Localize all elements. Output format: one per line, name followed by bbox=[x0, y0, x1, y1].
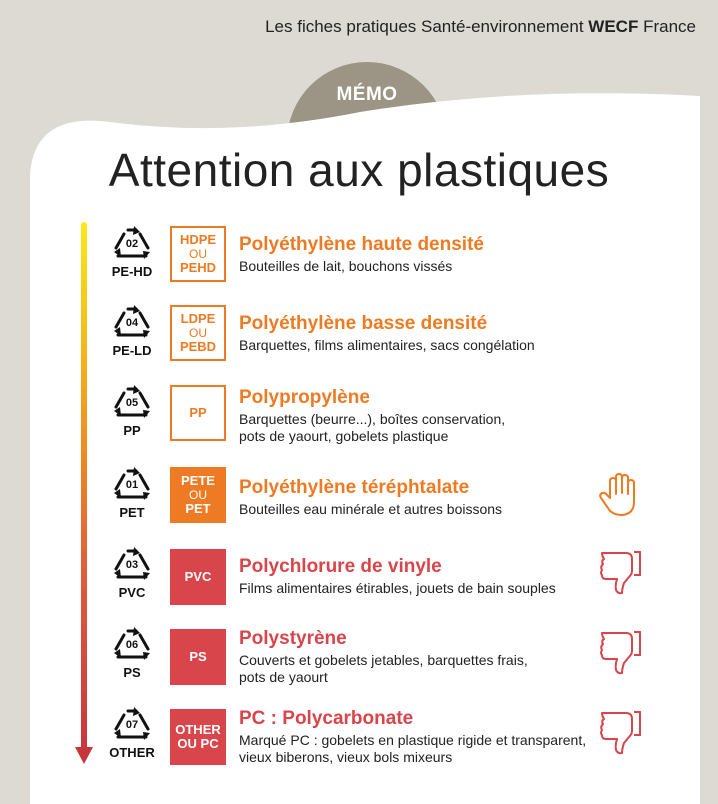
badge-top: PP bbox=[189, 405, 207, 420]
plastic-name: Polychlorure de vinyle bbox=[239, 556, 442, 577]
header-brand: WECF bbox=[588, 17, 639, 36]
badge-ou: OU bbox=[189, 247, 207, 261]
recycle-number: 01 bbox=[125, 479, 139, 491]
plastic-description: Barquettes (beurre...), boîtes conservation, bbox=[239, 411, 506, 427]
plastic-name: PC : Polycarbonate bbox=[239, 708, 414, 729]
plastic-name: Polypropylène bbox=[239, 387, 370, 408]
badge-top: PS bbox=[189, 649, 207, 664]
recycle-number: 05 bbox=[125, 397, 139, 409]
recycle-number: 07 bbox=[125, 719, 139, 731]
plastic-description: Barquettes, films alimentaires, sacs congélation bbox=[239, 337, 535, 353]
plastic-badge bbox=[170, 305, 226, 361]
plastic-name: Polyéthylène téréphtalate bbox=[239, 477, 470, 498]
recycle-symbol bbox=[102, 385, 162, 438]
header-suffix: France bbox=[643, 17, 696, 36]
plastic-description: Bouteilles de lait, bouchons vissés bbox=[239, 258, 453, 274]
recycle-code: PVC bbox=[118, 585, 146, 600]
recycle-symbol bbox=[102, 305, 162, 358]
recycle-code: PP bbox=[123, 423, 141, 438]
thumbs-down-icon bbox=[598, 629, 642, 675]
recycle-number: 02 bbox=[125, 238, 139, 250]
badge-top: HDPE bbox=[179, 232, 217, 247]
badge-ou: OU bbox=[189, 326, 207, 340]
recycle-code: PS bbox=[123, 665, 141, 680]
header-prefix: Les fiches pratiques Santé-environnement bbox=[265, 17, 584, 36]
recycle-number: 03 bbox=[125, 559, 139, 571]
plastic-description-2: vieux biberons, vieux bols mixeurs bbox=[239, 749, 453, 765]
plastic-name: Polyéthylène haute densité bbox=[239, 234, 484, 255]
recycle-number: 06 bbox=[125, 639, 139, 651]
plastic-badge bbox=[170, 549, 226, 605]
thumbs-down-icon bbox=[598, 549, 642, 595]
plastic-description: Bouteilles eau minérale et autres boissons bbox=[239, 501, 503, 517]
plastic-badge bbox=[170, 629, 226, 685]
recycle-symbol bbox=[102, 226, 162, 279]
plastic-description: Couverts et gobelets jetables, barquettes frais, bbox=[239, 652, 528, 668]
badge-top: PETE bbox=[181, 473, 215, 488]
plastic-name: Polystyrène bbox=[239, 628, 347, 649]
plastic-description-2: pots de yaourt, gobelets plastique bbox=[239, 428, 449, 444]
plastic-badge bbox=[170, 226, 226, 282]
plastic-description: Marqué PC : gobelets en plastique rigide et transparent, bbox=[239, 732, 587, 748]
badge-ou: OU bbox=[189, 488, 207, 502]
recycle-symbol bbox=[102, 627, 162, 680]
plastic-description: Films alimentaires étirables, jouets de bain souples bbox=[239, 580, 556, 596]
memo-label: MÉMO bbox=[336, 84, 398, 105]
plastic-description-2: pots de yaourt bbox=[239, 669, 328, 685]
badge-bottom: PEBD bbox=[179, 339, 217, 354]
recycle-symbol bbox=[102, 547, 162, 600]
recycle-code: PE-LD bbox=[112, 343, 152, 358]
plastic-name: Polyéthylène basse densité bbox=[239, 313, 488, 334]
badge-ou: OU PC bbox=[177, 736, 219, 751]
plastic-badge bbox=[170, 709, 226, 765]
recycle-code: OTHER bbox=[109, 745, 155, 760]
badge-top: OTHER bbox=[175, 722, 221, 737]
plastic-badge bbox=[170, 385, 226, 441]
recycle-code: PET bbox=[119, 505, 145, 520]
recycle-code: PE-HD bbox=[111, 264, 153, 279]
badge-bottom: PET bbox=[185, 501, 211, 516]
page-title: Attention aux plastiques bbox=[108, 144, 610, 196]
badge-top: PVC bbox=[184, 569, 212, 584]
badge-bottom: PEHD bbox=[179, 260, 217, 275]
recycle-symbol bbox=[102, 707, 162, 760]
recycle-symbol bbox=[102, 467, 162, 520]
thumbs-down-icon bbox=[598, 709, 642, 755]
raised-hand-icon bbox=[598, 472, 642, 518]
plastic-badge bbox=[170, 467, 226, 523]
badge-top: LDPE bbox=[180, 311, 216, 326]
toxicity-gradient-arrow bbox=[81, 222, 87, 757]
recycle-number: 04 bbox=[125, 317, 139, 329]
arrow-head bbox=[75, 747, 93, 764]
